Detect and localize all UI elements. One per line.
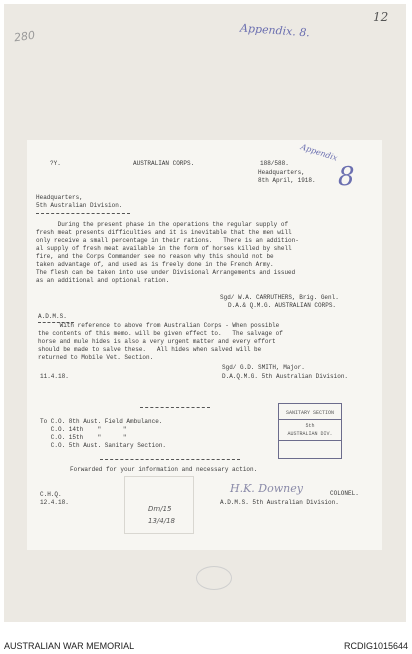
body-line: as an additional and optional ration. bbox=[36, 277, 170, 284]
pencil-box-note-2: 13/4/18 bbox=[148, 517, 175, 525]
body-line: horse and mule hides is also a very urgent matter and every effort bbox=[38, 338, 276, 345]
divider-line bbox=[100, 459, 240, 460]
pencil-box-note-1: Dm/15 bbox=[148, 505, 172, 513]
embossed-seal bbox=[196, 566, 232, 590]
memo-addressee-1: Headquarters, bbox=[36, 194, 83, 201]
divider-line bbox=[140, 407, 210, 408]
sheet-appendix-handwriting: Appendix bbox=[299, 142, 339, 163]
page-number: 12 bbox=[373, 10, 389, 24]
memo-adms: A.D.M.S. bbox=[38, 313, 67, 320]
pencil-annotation: 280 bbox=[13, 28, 36, 45]
memo-addressee-2: 5th Australian Division. bbox=[36, 202, 123, 209]
body-line: the contents of this memo. will be given effect to. The salvage of bbox=[38, 330, 283, 337]
divider-line bbox=[36, 213, 130, 214]
memo-date-right: 8th April, 1918. bbox=[258, 177, 316, 184]
signature-block-2a: Sgd/ G.D. SMITH, Major. bbox=[222, 364, 305, 371]
distribution-line: C.O. 15th " " bbox=[40, 434, 127, 441]
memo-date-3: 12.4.18. bbox=[40, 499, 69, 506]
appendix-handwriting: Appendix. 8. bbox=[239, 21, 311, 40]
body-line: al supply of fresh meat available in the form of horses killed by shell bbox=[36, 245, 292, 252]
sheet-appendix-number: 8 bbox=[338, 162, 355, 192]
memo-date-2: 11.4.18. bbox=[40, 373, 69, 380]
distribution-line: C.O. 14th " " bbox=[40, 426, 127, 433]
body-line: fire, and the Corps Commander see no reason why this should not be bbox=[36, 253, 274, 260]
distribution-line: C.O. 5th Aust. Sanitary Section. bbox=[40, 442, 167, 449]
signature-block-1a: Sgd/ W.A. CARRUTHERS, Brig. Genl. bbox=[220, 294, 339, 301]
forwarded-note: Forwarded for your information and necessary action. bbox=[70, 466, 258, 473]
body-line: fresh meat presents difficulties and it is inevitable that the men will bbox=[36, 229, 292, 236]
stamp-line-3: AUSTRALIAN DIV. bbox=[279, 431, 341, 441]
signature-block-3: A.D.M.S. 5th Australian Division. bbox=[220, 499, 339, 506]
signature-block-2b: D.A.Q.M.G. 5th Australian Division. bbox=[222, 373, 349, 380]
signature-block-1b: D.A.& Q.M.G. AUSTRALIAN CORPS. bbox=[228, 302, 337, 309]
body-line: only receive a small percentage in their rations. There is an addition- bbox=[36, 237, 299, 244]
memo-hq3: C.H.Q. bbox=[40, 491, 62, 498]
memo-ref-number: 188/588. bbox=[260, 160, 289, 167]
distribution-line: To C.O. 8th Aust. Field Ambulance. bbox=[40, 418, 163, 425]
footer-id: RCDIG1015644 bbox=[343, 641, 408, 651]
memo-hq-right: Headquarters, bbox=[258, 169, 305, 176]
sanitary-section-stamp bbox=[278, 403, 342, 459]
body-line: taken advantage of, and used as is freely done in the French Army. bbox=[36, 261, 274, 268]
body-line: should be made to salve these. All hides when salved will be bbox=[38, 346, 262, 353]
handwritten-signature: H.K. Downey bbox=[230, 482, 303, 495]
body-line: During the present phase in the operations the regular supply of bbox=[36, 221, 289, 228]
body-line: With reference to above from Australian Corps - When possible bbox=[38, 322, 280, 329]
body-line: returned to Mobile Vet. Section. bbox=[38, 354, 154, 361]
memo-ref-prefix: ?Y. bbox=[50, 160, 61, 167]
stamp-line-2: 5th bbox=[305, 423, 315, 429]
memo-corps-heading: AUSTRALIAN CORPS. bbox=[133, 160, 195, 167]
colonel-title: COLONEL. bbox=[330, 490, 359, 497]
stamp-line-1: SANITARY SECTION bbox=[279, 410, 341, 420]
footer-institution: AUSTRALIAN WAR MEMORIAL bbox=[4, 641, 135, 651]
body-line: The flesh can be taken into use under Divisional Arrangements and issued bbox=[36, 269, 296, 276]
